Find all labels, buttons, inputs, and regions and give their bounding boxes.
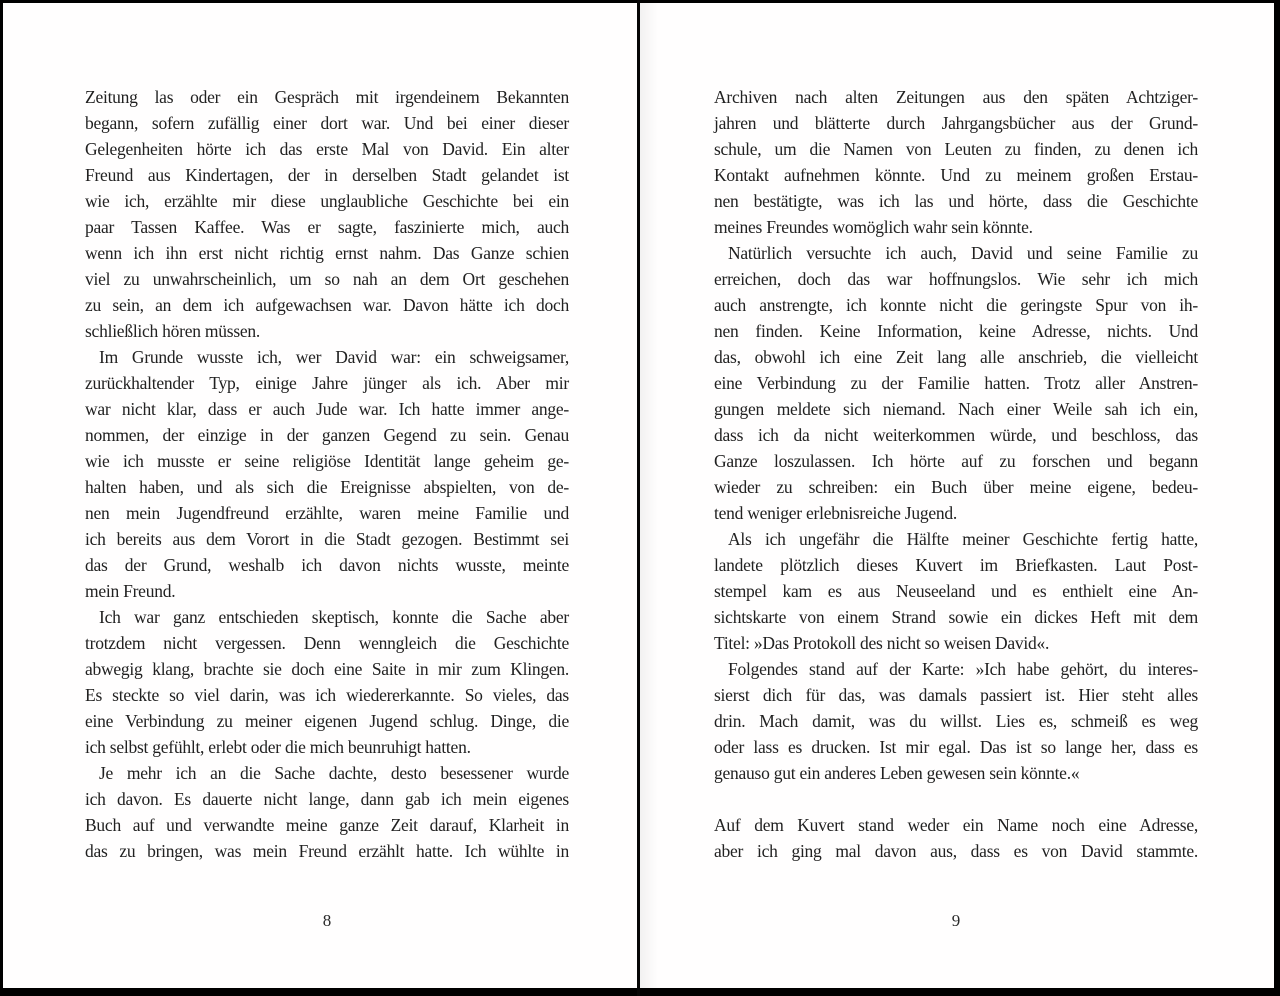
text-line: Zeitung las oder ein Gespräch mit irgendeinem Bekannten bbox=[85, 87, 569, 107]
text-line: mein Freund. bbox=[85, 581, 176, 601]
text-line: Im Grunde wusste ich, wer David war: ein schweigsamer, bbox=[99, 347, 569, 367]
text-line: ich bereits aus dem Vorort in die Stadt gezogen. Bestimmt sei bbox=[85, 529, 569, 549]
text-line: Ich war ganz entschieden skeptisch, konnte die Sache aber bbox=[99, 607, 569, 627]
page-number-left: 8 bbox=[322, 911, 332, 930]
text-line: zurückhaltender Typ, einige Jahre jünger als ich. Aber mir bbox=[85, 373, 569, 393]
text-line: nommen, der einzige in der ganzen Gegend zu sein. Genau bbox=[85, 425, 569, 445]
text-line: eine Verbindung zu der Familie hatten. Trotz aller Anstren- bbox=[714, 373, 1198, 393]
text-line: halten haben, und als sich die Ereignisse abspielten, von de- bbox=[85, 477, 569, 497]
text-line: schule, um die Namen von Leuten zu finden, zu denen ich bbox=[714, 139, 1198, 159]
text-line: das der Grund, weshalb ich davon nichts wusste, meinte bbox=[85, 555, 569, 575]
text-line: trotzdem nicht vergessen. Denn wenngleich die Geschichte bbox=[85, 633, 569, 653]
paragraph bbox=[714, 240, 1198, 526]
text-line: Archiven nach alten Zeitungen aus den späten Achtziger- bbox=[714, 87, 1198, 107]
text-line: Titel: »Das Protokoll des nicht so weisen David«. bbox=[714, 633, 1050, 653]
scan-border-right bbox=[1274, 0, 1280, 996]
paragraph bbox=[85, 344, 569, 604]
text-line: Buch auf und verwandte meine ganze Zeit darauf, Klarheit in bbox=[85, 815, 569, 835]
text-line: Auf dem Kuvert stand weder ein Name noch eine Adresse, bbox=[714, 815, 1198, 835]
paragraph bbox=[85, 760, 569, 864]
paragraph bbox=[714, 656, 1198, 786]
text-line: oder lass es drucken. Ist mir egal. Das ist so lange her, dass es bbox=[714, 737, 1198, 757]
text-line: auch anstrengte, ich konnte nicht die geringste Spur von ih- bbox=[714, 295, 1198, 315]
page-right-text-block bbox=[714, 84, 1198, 864]
text-line: viel zu unwahrscheinlich, um so nah an dem Ort geschehen bbox=[85, 269, 569, 289]
paragraph bbox=[85, 604, 569, 760]
text-line: sichtskarte von einem Strand sowie ein dickes Heft mit dem bbox=[714, 607, 1198, 627]
paragraph bbox=[714, 84, 1198, 240]
text-line: eine Verbindung zu meiner eigenen Jugend schlug. Dinge, die bbox=[85, 711, 569, 731]
text-line: wenn ich ihn erst nicht richtig ernst nahm. Das Ganze schien bbox=[85, 243, 569, 263]
text-line: tend weniger erlebnisreiche Jugend. bbox=[714, 503, 957, 523]
text-line: Es steckte so viel darin, was ich wiedererkannte. So vieles, das bbox=[85, 685, 569, 705]
text-line: war nicht klar, dass er auch Jude war. Ich hatte immer ange- bbox=[85, 399, 569, 419]
text-line: Gelegenheiten hörte ich das erste Mal von David. Ein alter bbox=[85, 139, 569, 159]
text-line: das zu bringen, was mein Freund erzählt hatte. Ich wühlte in bbox=[85, 841, 569, 861]
text-line: meines Freundes womöglich wahr sein könnte. bbox=[714, 217, 1033, 237]
text-line: Je mehr ich an die Sache dachte, desto besessener wurde bbox=[99, 763, 569, 783]
scan-border-left bbox=[0, 0, 3, 996]
text-line: paar Tassen Kaffee. Was er sagte, faszinierte mich, auch bbox=[85, 217, 569, 237]
text-line: jahren und blätterte durch Jahrgangsbücher aus der Grund- bbox=[714, 113, 1198, 133]
text-line: Folgendes stand auf der Karte: »Ich habe gehört, du interes- bbox=[728, 659, 1198, 679]
text-line: landete plötzlich dieses Kuvert im Briefkasten. Laut Post- bbox=[714, 555, 1198, 575]
text-line: Natürlich versuchte ich auch, David und seine Familie zu bbox=[728, 243, 1198, 263]
text-line: Als ich ungefähr die Hälfte meiner Geschichte fertig hatte, bbox=[728, 529, 1198, 549]
text-line: schließlich hören müssen. bbox=[85, 321, 261, 341]
text-line: ich davon. Es dauerte nicht lange, dann gab ich mein eigenes bbox=[85, 789, 569, 809]
text-line: stempel kam es aus Neuseeland und es enthielt eine An- bbox=[714, 581, 1198, 601]
page-left-text-block bbox=[85, 84, 569, 864]
text-line: wieder zu schreiben: ein Buch über meine eigene, bedeu- bbox=[714, 477, 1198, 497]
text-line: aber ich ging mal davon aus, dass es von David stammte. bbox=[714, 841, 1198, 861]
paragraph bbox=[714, 526, 1198, 656]
text-line: ich selbst gefühlt, erlebt oder die mich beunruhigt hatten. bbox=[85, 737, 471, 757]
text-line: erreichen, doch das war hoffnungslos. Wie sehr ich mich bbox=[714, 269, 1198, 289]
text-line: das, obwohl ich eine Zeit lang alle anschrieb, die vielleicht bbox=[714, 347, 1198, 367]
paragraph bbox=[85, 84, 569, 344]
text-line: Kontakt aufnehmen könnte. Und zu meinem großen Erstau- bbox=[714, 165, 1198, 185]
text-line: sierst dich für das, was damals passiert ist. Hier steht alles bbox=[714, 685, 1198, 705]
text-line: wie ich, erzählte mir diese unglaubliche Geschichte bei ein bbox=[85, 191, 569, 211]
text-line: begann, sofern zufällig einer dort war. Und bei einer dieser bbox=[85, 113, 569, 133]
text-line: nen bestätigte, was ich las und hörte, dass die Geschichte bbox=[714, 191, 1198, 211]
text-line: nen finden. Keine Information, keine Adresse, nichts. Und bbox=[714, 321, 1198, 341]
page-number-right: 9 bbox=[951, 911, 961, 930]
text-line: nen mein Jugendfreund erzählte, waren meine Familie und bbox=[85, 503, 569, 523]
text-line: Ganze loszulassen. Ich hörte auf zu forschen und begann bbox=[714, 451, 1198, 471]
text-line: Freund aus Kindertagen, der in derselben Stadt gelandet ist bbox=[85, 165, 569, 185]
gutter-shadow bbox=[640, 0, 658, 996]
text-line: dass ich da nicht weiterkommen würde, und beschloss, das bbox=[714, 425, 1198, 445]
paragraph bbox=[714, 812, 1198, 864]
text-line: genauso gut ein anderes Leben gewesen sein könnte.« bbox=[714, 763, 1080, 783]
text-line: wie ich musste er seine religiöse Identität lange geheim ge- bbox=[85, 451, 569, 471]
text-line: drin. Mach damit, was du willst. Lies es, schmeiß es weg bbox=[714, 711, 1198, 731]
text-line: abwegig klang, brachte sie doch eine Saite in mir zum Klingen. bbox=[85, 659, 569, 679]
text-line: gungen meldete sich niemand. Nach einer Weile sah ich ein, bbox=[714, 399, 1198, 419]
text-line: zu sein, an dem ich aufgewachsen war. Davon hätte ich doch bbox=[85, 295, 569, 315]
